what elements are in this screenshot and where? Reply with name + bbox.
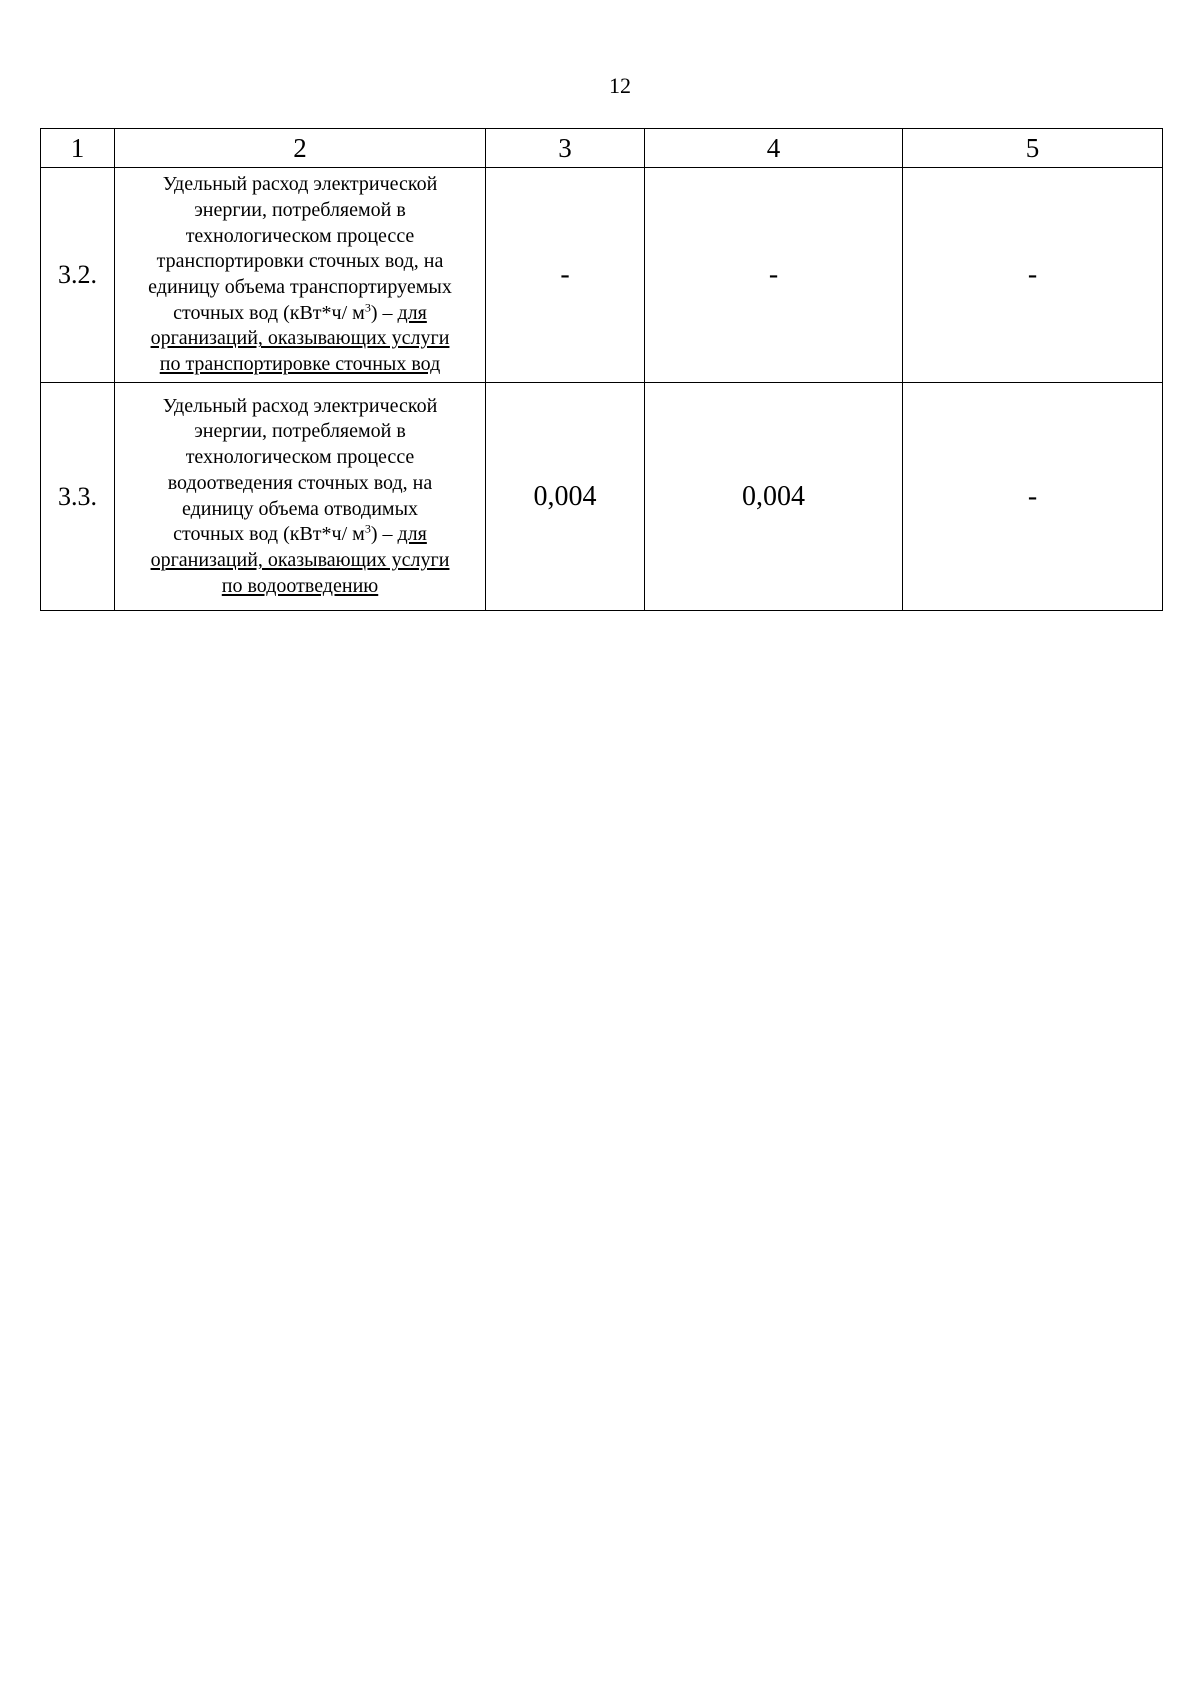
header-cell-1: 1 (41, 129, 115, 168)
desc-line: транспортировки сточных вод, на (156, 250, 444, 273)
page-number: 12 (609, 73, 631, 98)
underlined-line: по транспортировке сточных вод (159, 353, 441, 376)
underlined-line: организаций, оказывающих услуги (150, 548, 450, 571)
unit-underlined: для (397, 301, 427, 324)
underlined-line: по водоотведению (221, 574, 379, 597)
table-header-row (41, 129, 1163, 168)
unit-superscript: 3 (364, 521, 371, 536)
value-col5: - (903, 168, 1163, 383)
desc-line: Удельный расход электрической (162, 173, 438, 196)
underlined-line: организаций, оказывающих услуги (150, 327, 450, 350)
value-col5: - (903, 383, 1163, 611)
unit-prefix: сточных вод (кВт*ч/ м (173, 523, 365, 546)
row-description (115, 383, 486, 611)
header-cell-3: 3 (486, 129, 645, 168)
desc-line: Удельный расход электрической (162, 394, 438, 417)
desc-line: технологическом процессе (185, 224, 415, 247)
unit-underlined: для (397, 523, 427, 546)
data-table (40, 128, 1163, 611)
row-number: 3.3. (41, 383, 115, 611)
desc-line: энергии, потребляемой в (194, 420, 406, 443)
row-number: 3.2. (41, 168, 115, 383)
value-col4: - (645, 168, 903, 383)
desc-line: единицу объема отводимых (181, 497, 419, 520)
desc-line: энергии, потребляемой в (194, 198, 406, 221)
table-row (41, 383, 1163, 611)
row-description (115, 168, 486, 383)
header-cell-5: 5 (903, 129, 1163, 168)
table-row (41, 168, 1163, 383)
unit-prefix: сточных вод (кВт*ч/ м (173, 301, 365, 324)
desc-line: единицу объема транспортируемых (148, 276, 452, 298)
desc-line: водоотведения сточных вод, на (167, 471, 433, 494)
unit-suffix: ) – (370, 301, 398, 324)
header-cell-2: 2 (115, 129, 486, 168)
value-col3: - (486, 168, 645, 383)
desc-line: технологическом процессе (185, 446, 415, 469)
value-col4: 0,004 (645, 383, 903, 611)
unit-suffix: ) – (370, 523, 398, 546)
value-col3: 0,004 (486, 383, 645, 611)
unit-superscript: 3 (364, 300, 371, 315)
header-cell-4: 4 (645, 129, 903, 168)
